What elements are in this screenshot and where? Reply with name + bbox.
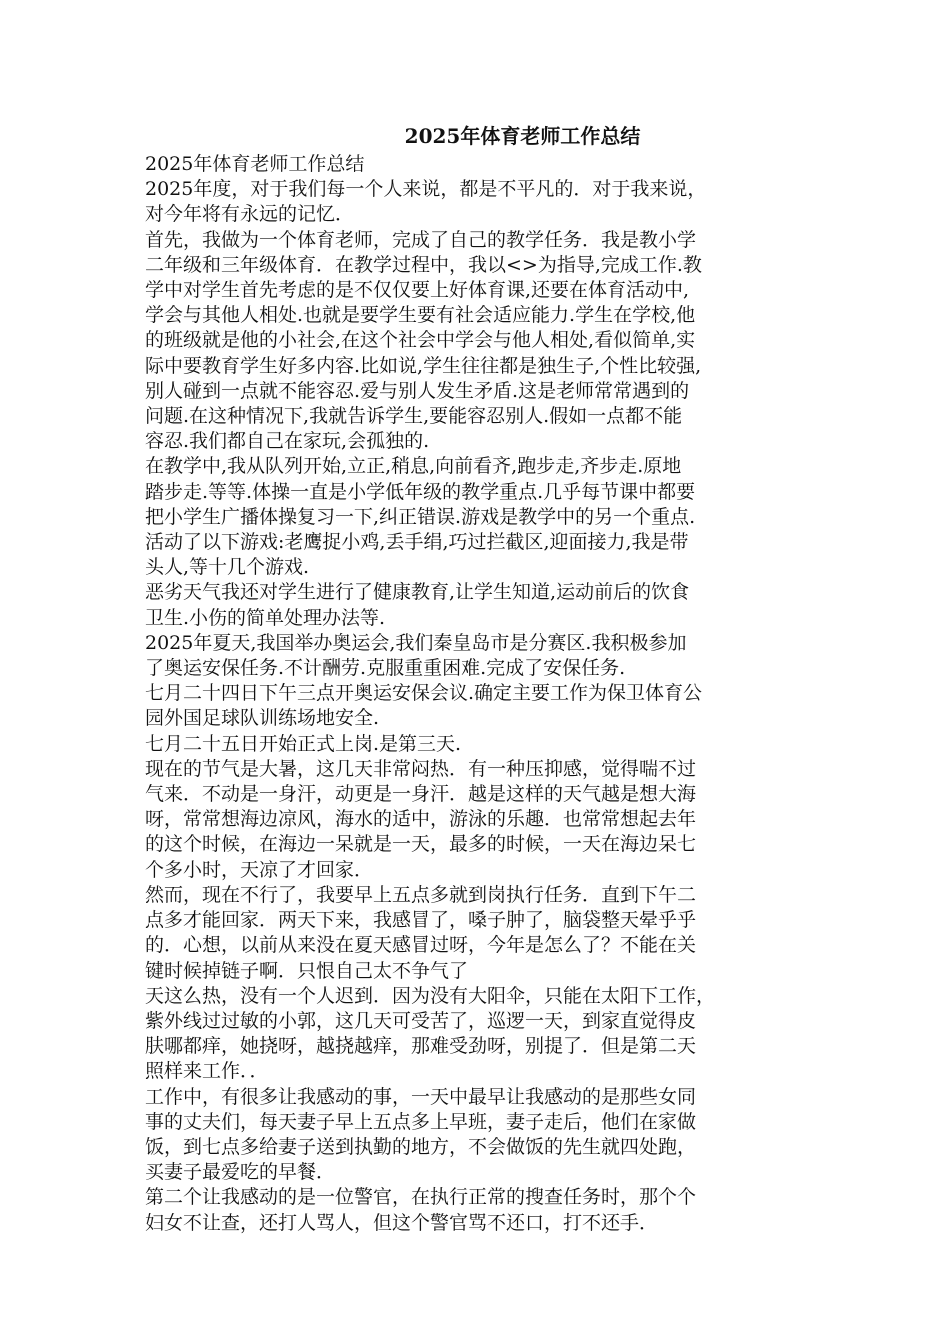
paragraph: [145, 757, 820, 883]
paragraph: [145, 1085, 820, 1186]
text-line: 紫外线过过敏的小郭，这几天可受苦了，巡逻一天，到家直觉得皮: [145, 1009, 697, 1032]
paragraph: [145, 228, 820, 455]
text-line: 对今年将有永远的记忆．: [145, 203, 355, 226]
text-line: 事的丈夫们，每天妻子早上五点多上早班，妻子走后，他们在家做: [145, 1110, 697, 1133]
text-line: 二年级和三年级体育．在教学过程中，我以<>为指导,完成工作.教: [145, 253, 702, 276]
text-line: 卫生.小伤的简单处理办法等.: [145, 606, 386, 629]
text-line: 问题.在这种情况下,我就告诉学生,要能容忍别人.假如一点都不能: [145, 405, 683, 428]
text-line: 学中对学生首先考虑的是不仅仅要上好体育课,还要在体育活动中,: [145, 279, 690, 302]
text-line: 2025年夏天,我国举办奥运会,我们秦皇岛市是分赛区.我积极参加: [145, 631, 687, 654]
text-line: 首先，我做为一个体育老师，完成了自己的教学任务．我是教小学: [145, 228, 697, 251]
text-line: 天这么热，没有一个人迟到．因为没有大阳伞，只能在太阳下工作，: [145, 984, 716, 1007]
text-line: 容忍.我们都自己在家玩,会孤独的.: [145, 430, 430, 453]
paragraph: [145, 681, 820, 731]
text-line: 饭，到七点多给妻子送到执勤的地方，不会做饭的先生就四处跑，: [145, 1135, 697, 1158]
paragraph: [145, 454, 820, 580]
paragraph: [145, 631, 820, 681]
text-line: 的班级就是他的小社会,在这个社会中学会与他人相处,看似简单,实: [145, 329, 696, 352]
text-line: 妇女不让查，还打人骂人，但这个警官骂不还口，打不还手．: [145, 1211, 659, 1234]
text-line: 2025年度，对于我们每一个人来说，都是不平凡的．对于我来说，: [145, 178, 707, 201]
text-line: 把小学生广播体操复习一下,纠正错误.游戏是教学中的另一个重点.: [145, 505, 696, 528]
text-line: 别人碰到一点就不能容忍.爱与别人发生矛盾.这是老师常常遇到的: [145, 379, 690, 402]
paragraph: [145, 883, 820, 984]
text-line: 工作中，有很多让我感动的事，一天中最早让我感动的是那些女同: [145, 1085, 697, 1108]
document-body: [145, 122, 820, 1236]
paragraph-list: [145, 152, 820, 1236]
text-line: 七月二十四日下午三点开奥运安保会议.确定主要工作为保卫体育公: [145, 682, 703, 705]
document-title: 2025年体育老师工作总结: [404, 124, 641, 148]
text-line: 呀，常常想海边凉风，海水的适中，游泳的乐趣．也常常想起去年: [145, 808, 697, 831]
text-line: 肤哪都痒，她挠呀，越挠越痒，那难受劲呀，别提了．但是第二天: [145, 1035, 697, 1058]
text-line: 头人,等十几个游戏.: [145, 556, 310, 579]
paragraph: [145, 177, 820, 227]
paragraph: [145, 152, 820, 177]
text-line: 在教学中,我从队列开始,立正,稍息,向前看齐,跑步走,齐步走.原地: [145, 455, 682, 478]
text-line: 的这个时候，在海边一呆就是一天，最多的时候，一天在海边呆七: [145, 833, 697, 856]
text-line: 然而，现在不行了，我要早上五点多就到岗执行任务．直到下午二: [145, 883, 697, 906]
text-line: 点多才能回家．两天下来，我感冒了，嗓子肿了，脑袋整天晕乎乎: [145, 909, 697, 932]
text-line: 2025年体育老师工作总结: [145, 153, 365, 175]
paragraph: [145, 984, 820, 1085]
text-line: 园外国足球队训练场地安全.: [145, 707, 380, 730]
text-line: 恶劣天气我还对学生进行了健康教育,让学生知道,运动前后的饮食: [145, 581, 690, 604]
text-line: 第二个让我感动的是一位警官，在执行正常的搜查任务时，那个个: [145, 1186, 697, 1209]
text-line: 的．心想，以前从来没在夏天感冒过呀，今年是怎么了？不能在关: [145, 934, 697, 957]
paragraph: [145, 732, 820, 757]
text-line: 七月二十五日开始正式上岗.是第三天.: [145, 732, 462, 755]
text-line: 买妻子最爱吃的早餐．: [145, 1161, 336, 1184]
text-line: 现在的节气是大暑，这几天非常闷热．有一种压抑感，觉得喘不过: [145, 757, 697, 780]
text-line: 学会与其他人相处.也就是要学生要有社会适应能力.学生在学校,他: [145, 304, 696, 327]
text-line: 活动了以下游戏:老鹰捉小鸡,丢手绢,巧过拦截区,迎面接力,我是带: [145, 531, 689, 554]
paragraph: [145, 1185, 820, 1235]
text-line: 踏步走.等等.体操一直是小学低年级的教学重点.几乎每节课中都要: [145, 480, 696, 503]
text-line: 了奥运安保任务.不计酬劳.克服重重困难.完成了安保任务.: [145, 657, 626, 680]
text-line: 气来．不动是一身汗，动更是一身汗．越是这样的天气越是想大海: [145, 783, 697, 806]
text-line: 键时候掉链子啊．只恨自己太不争气了: [145, 959, 469, 982]
text-line: 照样来工作．．: [145, 1060, 269, 1083]
text-line: 际中要教育学生好多内容.比如说,学生往往都是独生子,个性比较强,: [145, 354, 702, 377]
text-line: 个多小时，天凉了才回家．: [145, 858, 374, 881]
paragraph: [145, 580, 820, 630]
